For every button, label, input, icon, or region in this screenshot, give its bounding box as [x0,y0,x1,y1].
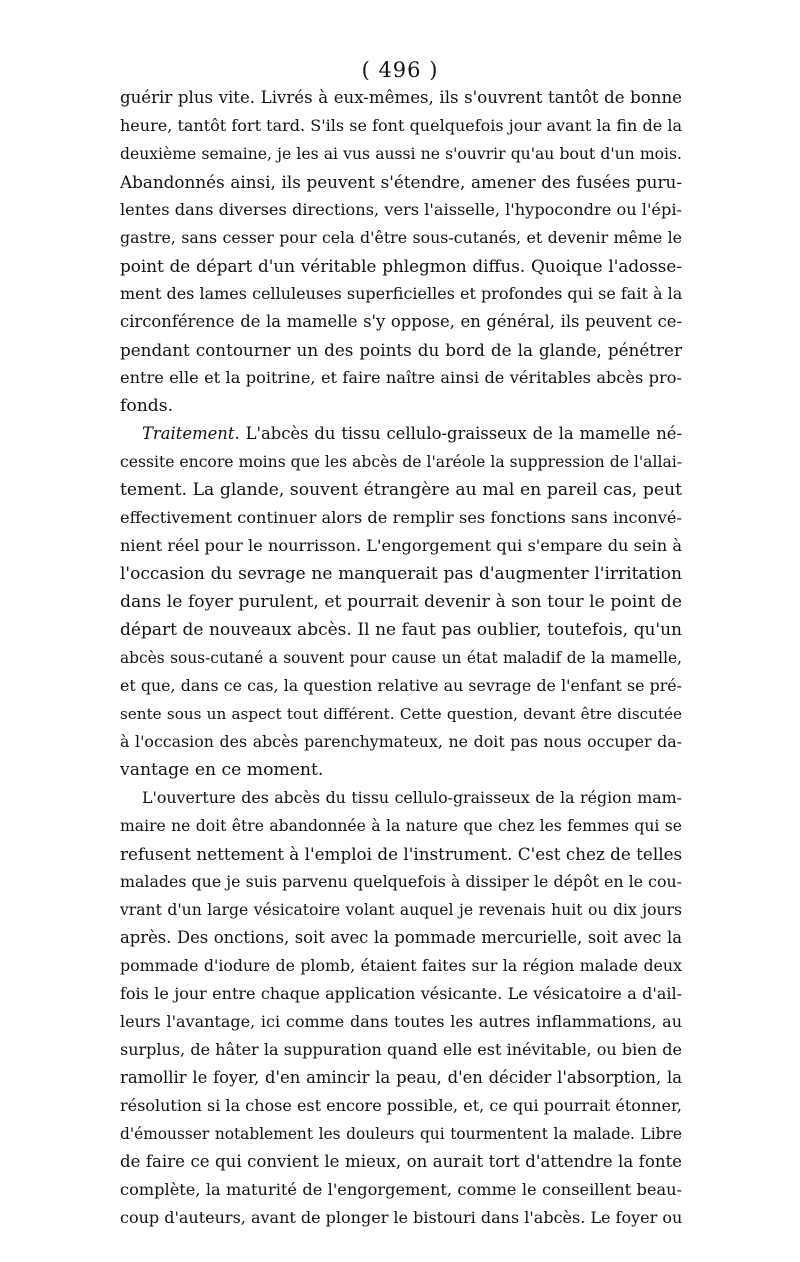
text-line [120,1064,682,1092]
body-text [120,84,682,1232]
text-line [120,392,682,420]
text-line-content: refusent nettement à l'emploi de l'instrument. C'est chez de telles [120,844,683,864]
text-line [120,280,682,308]
text-line [120,756,682,784]
text-line-content: résolution si la chose est encore possible, et, ce qui pourrait étonner, [120,1096,682,1115]
text-line-content: fois le jour entre chaque application vésicante. Le vésicatoire a d'ail- [120,984,682,1003]
text-line-content: nient réel pour le nourrisson. L'engorgement qui s'empare du sein à [120,536,682,555]
text-line [120,224,682,252]
text-line-content: effectivement continuer alors de remplir ses fonctions sans inconvé- [120,508,682,527]
section-heading: Traitement. [142,424,240,443]
text-line [120,728,682,756]
text-line-content: entre elle et la poitrine, et faire naître ainsi de véritables abcès pro- [120,368,682,387]
text-line [120,252,682,280]
text-line [120,812,682,840]
text-line-content: ment des lames celluleuses superficielles et profondes qui se fait à la [120,284,683,303]
text-line-content: l'occasion du sevrage ne manquerait pas d'augmenter l'irritation [120,564,682,584]
text-line-content: leurs l'avantage, ici comme dans toutes les autres inflammations, au [120,1012,682,1031]
text-line-content: complète, la maturité de l'engorgement, comme le conseillent beau- [120,1180,682,1199]
text-line [120,924,682,952]
text-line-content: et que, dans ce cas, la question relative au sevrage de l'enfant se pré- [120,676,682,695]
text-line [120,112,682,140]
text-line-content: ramollir le foyer, d'en amincir la peau, d'en décider l'absorption, la [120,1068,682,1087]
text-line-content: fonds. [120,396,174,416]
text-line [120,1008,682,1036]
text-line [120,504,682,532]
text-line [120,476,682,504]
text-line-content: dans le foyer purulent, et pourrait devenir à son tour le point de [120,592,682,612]
page-number: ( 496 ) [361,58,439,82]
text-line-content: point de départ d'un véritable phlegmon diffus. Quoique l'adosse- [120,256,682,276]
text-line-content: vrant d'un large vésicatoire volant auquel je revenais huit ou dix jours [120,901,682,919]
text-line-content: gastre, sans cesser pour cela d'être sous-cutanés, et devenir même le [120,228,682,247]
text-line [120,840,682,868]
text-line-content: coup d'auteurs, avant de plonger le bistouri dans l'abcès. Le foyer ou [120,1208,683,1227]
text-line-content: deuxième semaine, je les ai vus aussi ne s'ouvrir qu'au bout d'un mois. [120,145,682,163]
text-line [120,84,682,112]
text-line-content: guérir plus vite. Livrés à eux-mêmes, ils s'ouvrent tantôt de bonne [120,88,682,107]
text-line-content: cessite encore moins que les abcès de l'aréole la suppression de l'allai- [120,453,682,471]
text-line [120,1176,682,1204]
text-line-content: surplus, de hâter la suppuration quand elle est inévitable, ou bien de [120,1040,682,1059]
text-line [120,1148,682,1176]
text-line-content: pommade d'iodure de plomb, étaient faites sur la région malade deux [120,956,682,975]
text-line-content: départ de nouveaux abcès. Il ne faut pas oublier, toutefois, qu'un [120,620,682,640]
text-line-content: maire ne doit être abandonnée à la nature que chez les femmes qui se [120,817,682,835]
text-line [120,336,682,364]
text-line [120,896,682,924]
text-line [120,168,682,196]
text-line [120,1204,682,1232]
text-line-content: sente sous un aspect tout différent. Cette question, devant être discutée [120,705,682,723]
text-line-content: de faire ce qui convient le mieux, on aurait tort d'attendre la fonte [120,1152,682,1171]
text-line [120,560,682,588]
text-line [120,784,682,812]
text-line [120,1120,682,1148]
text-line [120,308,682,336]
text-line [120,588,682,616]
text-line [120,644,682,672]
text-line [120,980,682,1008]
text-line-content: Abandonnés ainsi, ils peuvent s'étendre, amener des fusées puru- [120,172,682,192]
text-line [120,364,682,392]
text-line [120,700,682,728]
text-line [120,448,682,476]
text-line [120,1036,682,1064]
text-line [120,1092,682,1120]
text-line-content: lentes dans diverses directions, vers l'aisselle, l'hypocondre ou l'épi- [120,200,683,219]
text-line [120,672,682,700]
text-line-content: malades que je suis parvenu quelquefois à dissiper le dépôt en le cou- [120,872,682,891]
text-line-content: pendant contourner un des points du bord de la glande, pénétrer [120,340,682,360]
text-line [120,616,682,644]
text-line-content: d'émousser notablement les douleurs qui tourmentent la malade. Libre [120,1125,682,1143]
text-line-content: vantage en ce moment. [120,760,324,780]
text-line [120,868,682,896]
text-line [120,532,682,560]
text-line-content: à l'occasion des abcès parenchymateux, ne doit pas nous occuper da- [120,732,682,751]
text-line [120,196,682,224]
text-line-content: tement. La glande, souvent étrangère au mal en pareil cas, peut [120,480,682,500]
text-line [120,952,682,980]
text-line-content: abcès sous-cutané a souvent pour cause un état maladif de la mamelle, [120,649,682,667]
text-line [120,420,682,448]
text-line-content: L'abcès du tissu cellulo-graisseux de la mamelle né- [239,424,682,443]
text-line-content: après. Des onctions, soit avec la pommade mercurielle, soit avec la [120,928,682,947]
text-line [120,140,682,168]
text-line-content: circonférence de la mamelle s'y oppose, en général, ils peuvent ce- [120,312,682,331]
text-line-content: heure, tantôt fort tard. S'ils se font quelquefois jour avant la fin de la [120,116,682,135]
text-line-content: L'ouverture des abcès du tissu cellulo-graisseux de la région mam- [142,788,682,807]
